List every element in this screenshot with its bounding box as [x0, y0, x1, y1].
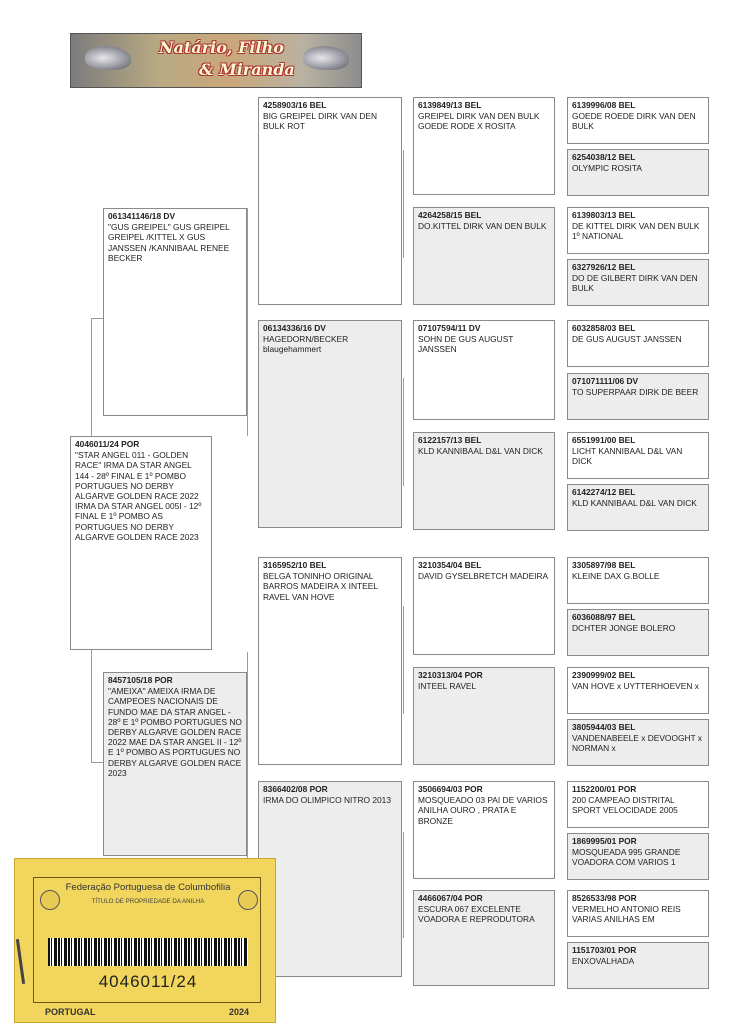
ring-certificate [14, 858, 276, 1023]
connector-g3-1 [403, 150, 404, 258]
pigeon-image-right [303, 46, 349, 70]
pigeon-description: DO.KITTEL DIRK VAN DEN BULK [418, 221, 547, 232]
pigeon-description: MOSQUEADA 995 GRANDE VOADORA COM VARIOS 1 [572, 847, 681, 868]
connector-dam [247, 652, 248, 878]
pigeon-description: DAVID GYSELBRETCH MADEIRA [418, 571, 549, 582]
ring-id: 4046011/24 POR [75, 439, 140, 449]
pigeon-description: "GUS GREIPEL" GUS GREIPEL GREIPEL /KITTEL X GUS JANSSEN /KANNIBAAL RENEE BECKER [108, 222, 230, 263]
pedigree-card-gen3-1 [258, 97, 402, 305]
pigeon-description: OLYMPIC ROSITA [572, 163, 642, 174]
ring-id: 3305897/98 BEL [572, 560, 636, 570]
ring-id: 3506694/03 POR [418, 784, 483, 794]
ring-number: 4046011/24 [98, 972, 198, 991]
ring-id: 4258903/16 BEL [263, 100, 327, 110]
pigeon-description: BELGA TONINHO ORIGINAL BARROS MADEIRA X INTEEL RAVEL VAN HOVE [263, 571, 378, 602]
connector-sire [247, 208, 248, 436]
pigeon-description: KLEINE DAX G.BOLLE [572, 571, 660, 582]
pigeon-description: TO SUPERPAAR DIRK DE BEER [572, 387, 699, 398]
ring-id: 6254038/12 BEL [572, 152, 636, 162]
pigeon-description: MOSQUEADO 03 PAI DE VARIOS ANILHA OURO , PRATA E BRONZE [418, 795, 548, 826]
pigeon-description: IRMA DO OLIMPICO NITRO 2013 [263, 795, 391, 806]
ring-id: 06134336/16 DV [263, 323, 326, 333]
pigeon-description: "AMEIXA" AMEIXA IRMA DE CAMPEOES NACIONAIS DE FUNDO MAE DA STAR ANGEL - 28º E 1º POMBO PORTUGUES NO DERBY ALGARVE GOLDEN RACE 2022 MAE DA STAR ANGEL II - 12º E 1º POMBO AS PORTUGUES NO DERBY ALGARVE GOLDEN RACE 2023 [108, 686, 242, 778]
ring-id: 1152200/01 POR [572, 784, 637, 794]
ring-id: 071071111/06 DV [572, 376, 639, 386]
pigeon-description: 200 CAMPEAO DISTRITAL SPORT VELOCIDADE 2005 [572, 795, 678, 816]
pedigree-card-gen5-13 [567, 781, 709, 828]
ring-id: 6327926/12 BEL [572, 262, 636, 272]
pedigree-card-gen3-4 [258, 781, 402, 977]
pigeon-image-left [85, 46, 131, 70]
pigeon-description: KLD KANNIBAAL D&L VAN DICK [418, 446, 543, 457]
pigeon-description: VAN HOVE x UYTTERHOEVEN x [572, 681, 699, 692]
pigeon-description: DO DE GILBERT DIRK VAN DEN BULK [572, 273, 698, 294]
ring-id: 3805944/03 BEL [572, 722, 636, 732]
ring-id: 1869995/01 POR [572, 836, 637, 846]
ring-id: 061341146/18 DV [108, 211, 176, 221]
pigeon-description: DE GUS AUGUST JANSSEN [572, 334, 682, 345]
ring-id: 6551991/00 BEL [572, 435, 636, 445]
pedigree-card-gen5-11 [567, 667, 709, 714]
ring-id: 6139803/13 BEL [572, 210, 636, 220]
pen-mark [16, 939, 25, 984]
pigeon-description: HAGEDORN/BECKER blaugehammert [263, 334, 349, 355]
ring-id: 6139996/08 BEL [572, 100, 636, 110]
ring-id: 8526533/98 POR [572, 893, 637, 903]
pedigree-card-subject [70, 436, 212, 650]
pedigree-card-gen4-8 [413, 890, 555, 986]
pedigree-card-gen5-14 [567, 833, 709, 880]
ring-id: 6036088/97 BEL [572, 612, 636, 622]
pigeon-description: LICHT KANNIBAAL D&L VAN DICK [572, 446, 683, 467]
certificate-country: PORTUGAL [45, 1007, 96, 1017]
pedigree-card-gen5-1 [567, 97, 709, 144]
pigeon-description: GOEDE ROEDE DIRK VAN DEN BULK [572, 111, 696, 132]
pigeon-description: ESCURA 067 EXCELENTE VOADORA E REPRODUTORA [418, 904, 535, 925]
pedigree-card-gen5-6 [567, 373, 709, 420]
ring-id: 8457105/18 POR [108, 675, 173, 685]
pedigree-card-gen5-15 [567, 890, 709, 937]
ring-id: 4264258/15 BEL [418, 210, 482, 220]
pedigree-card-dam [103, 672, 247, 856]
pedigree-card-gen4-7 [413, 781, 555, 879]
ring-id: 07107594/11 DV [418, 323, 481, 333]
ring-id: 3210354/04 BEL [418, 560, 482, 570]
pigeon-description: ENXOVALHADA [572, 956, 635, 967]
pigeon-description: "STAR ANGEL 011 - GOLDEN RACE" IRMA DA STAR ANGEL 144 - 28º FINAL E 1º POMBO PORTUGUES NO DERBY ALGARVE GOLDEN RACE 2022 IRMA DA STAR ANGEL 005I - 12º FINAL E 1º POMBO AS PORTUGUES NO DERBY ALGARVE GOLDEN RACE 2023 [75, 450, 202, 542]
pigeon-description: GREIPEL DIRK VAN DEN BULK GOEDE RODE X ROSITA [418, 111, 540, 132]
federation-name: Federação Portuguesa de Columbofilia [65, 882, 231, 893]
pigeon-description: KLD KANNIBAAL D&L VAN DICK [572, 498, 697, 509]
ring-id: 2390999/02 BEL [572, 670, 636, 680]
pedigree-card-sire [103, 208, 247, 416]
pedigree-card-gen5-12 [567, 719, 709, 766]
pedigree-card-gen5-5 [567, 320, 709, 367]
pedigree-card-gen5-8 [567, 484, 709, 531]
pedigree-card-gen5-2 [567, 149, 709, 196]
ring-id: 3210313/04 POR [418, 670, 483, 680]
pedigree-card-gen4-6 [413, 667, 555, 765]
pigeon-description: DE KITTEL DIRK VAN DEN BULK 1º NATIONAL [572, 221, 700, 242]
pedigree-card-gen5-9 [567, 557, 709, 604]
pedigree-card-gen3-3 [258, 557, 402, 765]
connector-g3-2 [403, 378, 404, 486]
pedigree-card-gen5-16 [567, 942, 709, 989]
pedigree-card-gen4-5 [413, 557, 555, 655]
pedigree-card-gen4-3 [413, 320, 555, 420]
ring-id: 1151703/01 POR [572, 945, 637, 955]
certificate-year: 2024 [229, 1007, 250, 1017]
pigeon-description: VANDENABEELE x DEVOOGHT x NORMAN x [572, 733, 702, 754]
breeder-logo [70, 33, 362, 88]
ring-id: 6122157/13 BEL [418, 435, 482, 445]
pedigree-card-gen5-10 [567, 609, 709, 656]
pigeon-description: VERMELHO ANTONIO REIS VARIAS ANILHAS EM [572, 904, 681, 925]
connector-subject-dam [91, 762, 103, 763]
ring-id: 6032858/03 BEL [572, 323, 636, 333]
ring-id: 6139849/13 BEL [418, 100, 482, 110]
pedigree-card-gen4-2 [413, 207, 555, 305]
pigeon-description: SOHN DE GUS AUGUST JANSSEN [418, 334, 514, 355]
pedigree-card-gen5-7 [567, 432, 709, 479]
barcode [48, 938, 248, 966]
pedigree-card-gen5-3 [567, 207, 709, 254]
pedigree-card-gen5-4 [567, 259, 709, 306]
ring-id: 8366402/08 POR [263, 784, 328, 794]
ring-id: 4466067/04 POR [418, 893, 483, 903]
pigeon-description: DCHTER JONGE BOLERO [572, 623, 676, 634]
pedigree-card-gen3-2 [258, 320, 402, 528]
pedigree-card-gen4-4 [413, 432, 555, 530]
certificate-frame [33, 877, 261, 1003]
certificate-title: TÍTULO DE PROPRIEDADE DA ANILHA [91, 898, 205, 905]
pigeon-description: INTEEL RAVEL [418, 681, 477, 692]
pedigree-card-gen4-1 [413, 97, 555, 195]
pigeon-description: BIG GREIPEL DIRK VAN DEN BULK ROT [263, 111, 378, 132]
ring-id: 6142274/12 BEL [572, 487, 636, 497]
connector-g3-4 [403, 832, 404, 938]
connector-subject-sire [91, 318, 103, 319]
ring-id: 3165952/10 BEL [263, 560, 327, 570]
logo-text-line2: & Miranda [199, 60, 295, 79]
connector-g3-3 [403, 606, 404, 714]
logo-text-line1: Natário, Filho [159, 38, 284, 57]
